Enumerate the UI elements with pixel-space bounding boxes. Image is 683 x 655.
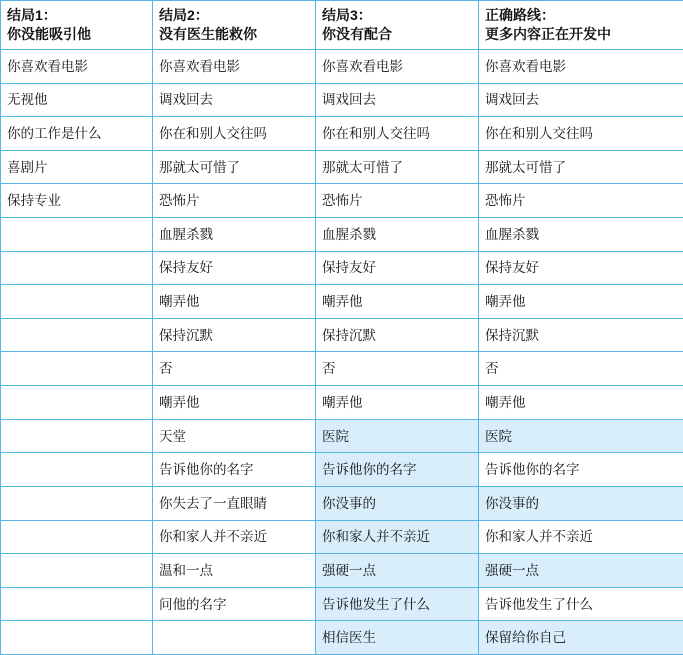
table-cell-choice: 你喜欢看电影 xyxy=(479,50,683,84)
table-cell-choice: 你没事的 xyxy=(316,486,479,520)
table-cell-choice: 你在和别人交往吗 xyxy=(153,117,316,151)
table-cell-choice: 嘲弄他 xyxy=(479,386,683,420)
table-cell-choice: 强硬一点 xyxy=(316,554,479,588)
table-cell-choice: 你喜欢看电影 xyxy=(1,50,153,84)
table-cell-empty xyxy=(1,453,153,487)
table-cell-choice: 你和家人并不亲近 xyxy=(316,520,479,554)
table-cell-choice: 保持友好 xyxy=(153,251,316,285)
table-cell-choice: 问他的名字 xyxy=(153,587,316,621)
table-cell-choice: 那就太可惜了 xyxy=(153,150,316,184)
table-cell-choice: 保持沉默 xyxy=(479,318,683,352)
table-cell-choice: 告诉他你的名字 xyxy=(153,453,316,487)
table-cell-choice: 血腥杀戮 xyxy=(479,218,683,252)
table-cell-choice: 保持友好 xyxy=(479,251,683,285)
table-cell-choice: 医院 xyxy=(316,419,479,453)
table-cell-empty xyxy=(1,520,153,554)
table-cell-choice: 否 xyxy=(479,352,683,386)
table-cell-empty xyxy=(1,486,153,520)
table-row xyxy=(1,520,683,554)
table-cell-choice: 否 xyxy=(153,352,316,386)
table-cell-choice: 否 xyxy=(316,352,479,386)
table-row xyxy=(1,117,683,151)
table-cell-choice: 保留给你自己 xyxy=(479,621,683,655)
table-cell-choice: 告诉他发生了什么 xyxy=(479,587,683,621)
table-cell-choice: 你没事的 xyxy=(479,486,683,520)
table-cell-empty xyxy=(1,386,153,420)
table-row xyxy=(1,218,683,252)
column-header-line2: 没有医生能救你 xyxy=(159,26,257,42)
table-row xyxy=(1,352,683,386)
table-cell-choice: 保持专业 xyxy=(1,184,153,218)
table-cell-choice: 恐怖片 xyxy=(153,184,316,218)
table-cell-choice: 医院 xyxy=(479,419,683,453)
table-cell-empty xyxy=(1,318,153,352)
table-cell-empty xyxy=(1,352,153,386)
table-cell-choice: 你的工作是什么 xyxy=(1,117,153,151)
table-cell-choice: 恐怖片 xyxy=(316,184,479,218)
column-header-line1: 结局1： xyxy=(7,7,57,23)
table-cell-empty xyxy=(1,621,153,655)
table-cell-choice: 嘲弄他 xyxy=(153,285,316,319)
table-row xyxy=(1,184,683,218)
table-cell-choice: 告诉他你的名字 xyxy=(479,453,683,487)
table-row xyxy=(1,419,683,453)
table-cell-choice: 你在和别人交往吗 xyxy=(479,117,683,151)
table-cell-choice: 你在和别人交往吗 xyxy=(316,117,479,151)
table-row xyxy=(1,486,683,520)
table-cell-choice: 相信医生 xyxy=(316,621,479,655)
table-cell-choice: 温和一点 xyxy=(153,554,316,588)
column-header-ending-1 xyxy=(1,1,153,50)
table-cell-choice: 告诉他发生了什么 xyxy=(316,587,479,621)
table-row xyxy=(1,50,683,84)
table-cell-choice: 嘲弄他 xyxy=(479,285,683,319)
table-cell-choice: 你失去了一直眼睛 xyxy=(153,486,316,520)
table-cell-empty xyxy=(1,218,153,252)
table-cell-choice: 你和家人并不亲近 xyxy=(153,520,316,554)
table-cell-empty xyxy=(153,621,316,655)
table-cell-choice: 无视他 xyxy=(1,83,153,117)
table-row xyxy=(1,83,683,117)
table-cell-choice: 喜剧片 xyxy=(1,150,153,184)
table-cell-choice: 保持沉默 xyxy=(153,318,316,352)
table-body xyxy=(1,50,683,655)
table-cell-empty xyxy=(1,251,153,285)
table-row xyxy=(1,318,683,352)
table-row xyxy=(1,587,683,621)
table-header-row xyxy=(1,1,683,50)
table-cell-choice: 那就太可惜了 xyxy=(316,150,479,184)
table-row xyxy=(1,453,683,487)
table-cell-choice: 那就太可惜了 xyxy=(479,150,683,184)
table-cell-choice: 你喜欢看电影 xyxy=(153,50,316,84)
table-row xyxy=(1,386,683,420)
table-cell-choice: 强硬一点 xyxy=(479,554,683,588)
table-row xyxy=(1,554,683,588)
table-cell-choice: 血腥杀戮 xyxy=(316,218,479,252)
table-cell-empty xyxy=(1,554,153,588)
column-header-line2: 更多内容正在开发中 xyxy=(485,26,611,42)
table-cell-choice: 嘲弄他 xyxy=(316,285,479,319)
column-header-line1: 结局3： xyxy=(322,7,372,23)
column-header-line2: 你没有配合 xyxy=(322,26,392,42)
column-header-line1: 正确路线： xyxy=(485,7,555,23)
table-cell-choice: 你和家人并不亲近 xyxy=(479,520,683,554)
table-cell-empty xyxy=(1,419,153,453)
table-row xyxy=(1,285,683,319)
table-cell-choice: 调戏回去 xyxy=(316,83,479,117)
table-cell-choice: 保持沉默 xyxy=(316,318,479,352)
table-cell-choice: 调戏回去 xyxy=(479,83,683,117)
table-row xyxy=(1,621,683,655)
table-cell-choice: 保持友好 xyxy=(316,251,479,285)
table-cell-choice: 嘲弄他 xyxy=(316,386,479,420)
table-row xyxy=(1,150,683,184)
column-header-correct-route xyxy=(479,1,683,50)
column-header-line2: 你没能吸引他 xyxy=(7,26,91,42)
table-cell-choice: 血腥杀戮 xyxy=(153,218,316,252)
table-cell-empty xyxy=(1,587,153,621)
table-cell-choice: 天堂 xyxy=(153,419,316,453)
table-cell-choice: 告诉他你的名字 xyxy=(316,453,479,487)
table-cell-choice: 你喜欢看电影 xyxy=(316,50,479,84)
column-header-ending-3 xyxy=(316,1,479,50)
table-cell-choice: 恐怖片 xyxy=(479,184,683,218)
table-row xyxy=(1,251,683,285)
table-cell-empty xyxy=(1,285,153,319)
table-cell-choice: 嘲弄他 xyxy=(153,386,316,420)
column-header-ending-2 xyxy=(153,1,316,50)
table-cell-choice: 调戏回去 xyxy=(153,83,316,117)
column-header-line1: 结局2： xyxy=(159,7,209,23)
